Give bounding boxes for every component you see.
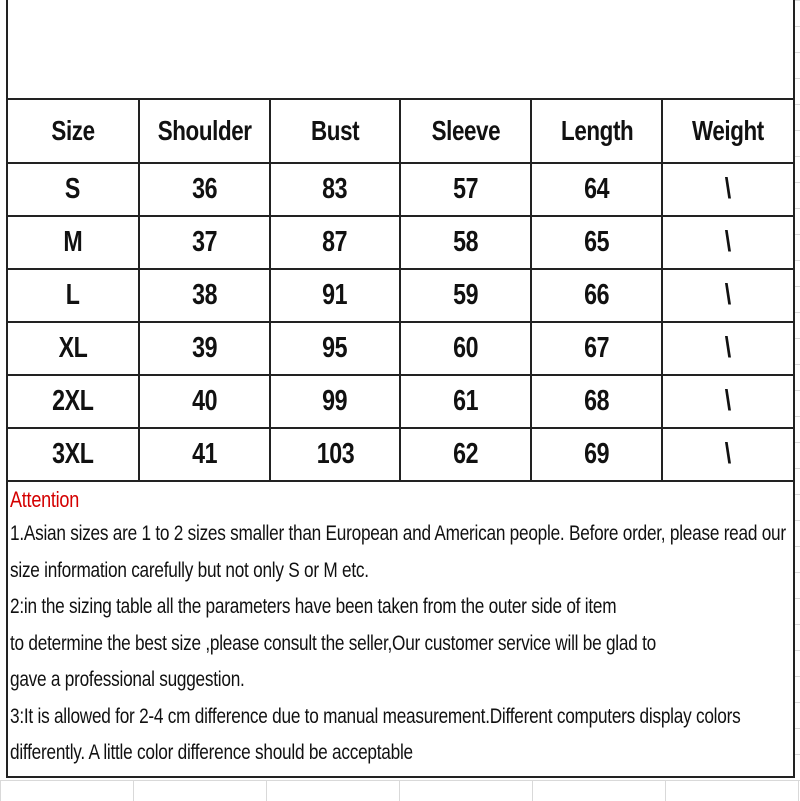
cell-length: 64 <box>531 163 662 216</box>
table-row <box>8 322 793 375</box>
note-line: 3:It is allowed for 2-4 cm difference due to manual measurement.Different computers display colors <box>10 704 741 728</box>
column-header-length: Length <box>531 100 662 163</box>
note-line: differently. A little color difference should be acceptable <box>10 741 413 764</box>
column-header-shoulder: Shoulder <box>139 100 270 163</box>
table-row <box>8 163 793 216</box>
cell-weight: \ <box>662 322 793 375</box>
cell-shoulder: 37 <box>139 216 270 269</box>
cell-shoulder: 40 <box>139 375 270 428</box>
cell-length: 69 <box>531 428 662 481</box>
cell-bust: 103 <box>270 428 401 481</box>
cell-sleeve: 59 <box>400 269 531 322</box>
note-line: 1.Asian sizes are 1 to 2 sizes smaller than European and American people. Before order, please read our <box>10 522 786 545</box>
cell-sleeve: 58 <box>400 216 531 269</box>
cell-sleeve: 62 <box>400 428 531 481</box>
cell-bust: 95 <box>270 322 401 375</box>
cell-bust: 83 <box>270 163 401 216</box>
cell-size: XL <box>8 322 139 375</box>
note-line: gave a professional suggestion. <box>10 668 245 691</box>
column-header-size: Size <box>8 100 139 163</box>
note-line: size information carefully but not only S or M etc. <box>10 558 369 582</box>
cell-weight: \ <box>662 375 793 428</box>
cell-bust: 91 <box>270 269 401 322</box>
column-header-weight: Weight <box>662 100 793 163</box>
cell-shoulder: 39 <box>139 322 270 375</box>
cell-length: 68 <box>531 375 662 428</box>
table-row <box>8 375 793 428</box>
cell-sleeve: 61 <box>400 375 531 428</box>
cell-length: 66 <box>531 269 662 322</box>
note-line: to determine the best size ,please consult the seller,Our customer service will be glad to <box>10 631 656 655</box>
table-row <box>8 216 793 269</box>
cell-weight: \ <box>662 216 793 269</box>
cell-size: 3XL <box>8 428 139 481</box>
cell-shoulder: 41 <box>139 428 270 481</box>
attention-heading: Attention <box>10 487 79 512</box>
cell-length: 65 <box>531 216 662 269</box>
table-header-row <box>8 100 793 163</box>
cell-length: 67 <box>531 322 662 375</box>
cell-size: L <box>8 269 139 322</box>
cell-sleeve: 57 <box>400 163 531 216</box>
column-header-sleeve: Sleeve <box>400 100 531 163</box>
cell-size: M <box>8 216 139 269</box>
spreadsheet-gridlines-right <box>795 0 800 800</box>
size-table <box>8 100 793 482</box>
cell-sleeve: 60 <box>400 322 531 375</box>
note-line: 2:in the sizing table all the parameters have been taken from the outer side of item <box>10 595 617 618</box>
cell-size: S <box>8 163 139 216</box>
cell-weight: \ <box>662 428 793 481</box>
cell-weight: \ <box>662 163 793 216</box>
cell-shoulder: 36 <box>139 163 270 216</box>
attention-notes <box>8 482 793 772</box>
cell-bust: 87 <box>270 216 401 269</box>
blank-header-cell <box>8 0 793 100</box>
cell-size: 2XL <box>8 375 139 428</box>
cell-bust: 99 <box>270 375 401 428</box>
table-row <box>8 428 793 481</box>
cell-weight: \ <box>662 269 793 322</box>
size-chart-document <box>6 0 795 778</box>
column-header-bust: Bust <box>270 100 401 163</box>
table-row <box>8 269 793 322</box>
spreadsheet-gridlines-bottom <box>0 780 800 801</box>
cell-shoulder: 38 <box>139 269 270 322</box>
